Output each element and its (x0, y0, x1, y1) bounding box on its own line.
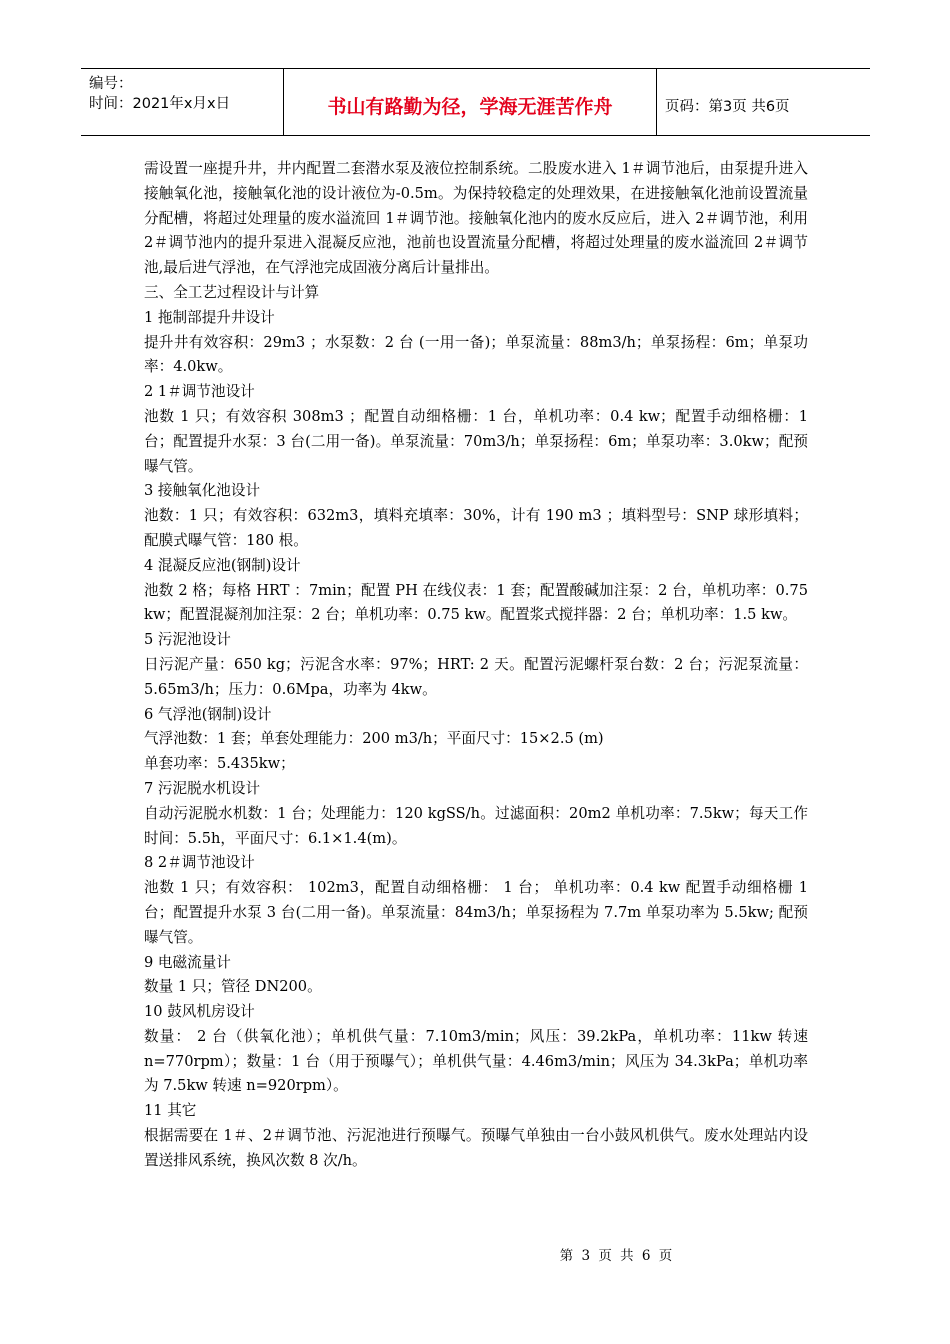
subsection-heading: 5 污泥池设计 (144, 631, 231, 649)
paragraph: 根据需要在 1＃、2＃调节池、污泥池进行预曝气。预曝气单独由一台小鼓风机供气。废水处理站内设置送排风系统，换风次数 8 次/h。 (144, 1127, 808, 1169)
subsection-heading: 1 拖制部提升井设计 (144, 308, 275, 326)
subsection-heading: 2 1＃调节池设计 (144, 383, 255, 401)
document-date: 时间：2021年x月x日 (89, 96, 231, 112)
paragraph: 数量： 2 台（供氧化池）；单机供气量：7.10m3/min；风压：39.2kPa，单机功率：11kw 转速 n=770rpm）；数量：1 台（用于预曝气）；单机供气量：4.46m3/min；风压为 34.3kPa；单机功率为 7.5kw 转速 n=920rpm）。 (144, 1027, 808, 1095)
subsection-heading: 4 混凝反应池(钢制)设计 (144, 556, 301, 574)
subsection-heading: 8 2＃调节池设计 (144, 854, 255, 872)
subsection-heading: 3 接触氧化池设计 (144, 482, 261, 500)
paragraph: 气浮池数：1 套；单套处理能力：200 m3/h；平面尺寸：15×2.5 (m) (144, 730, 604, 748)
paragraph: 数量 1 只；管径 DN200。 (144, 978, 322, 996)
paragraph: 提升井有效容积：29m3 ；水泵数：2 台 (一用一备)；单泵流量：88m3/h；单泵扬程：6m；单泵功率：4.0kw。 (144, 333, 808, 376)
header-meta (81, 69, 283, 135)
paragraph: 池数 1 只；有效容积 308m3 ；配置自动细格栅：1 台，单机功率：0.4 kw；配置手动细格栅：1 台；配置提升水泵：3 台(二用一备)。单泵流量：70m3/h；单泵扬程：6m；单泵功率：3.0kw；配预曝气管。 (144, 407, 808, 475)
subsection-heading: 7 污泥脱水机设计 (144, 779, 261, 797)
footer-page-number: 第 3 页 共 6 页 (559, 1248, 675, 1264)
paragraph: 池数 1 只；有效容积： 102m3，配置自动细格栅： 1 台； 单机功率：0.4 kw 配置手动细格栅 1 台；配置提升水泵 3 台(二用一备)。单泵流量：84m3/h；单泵扬程为 7.7m 单泵功率为 5.5kw; 配预曝气管。 (144, 879, 808, 946)
header-motto: 书山有路勤为径，学海无涯苦作舟 (283, 69, 657, 135)
page-footer (0, 1244, 950, 1264)
document-body (144, 157, 808, 1174)
page-header (81, 68, 870, 136)
subsection-heading: 10 鼓风机房设计 (144, 1003, 255, 1021)
paragraph: 单套功率：5.435kw； (144, 755, 295, 773)
paragraph: 池数 2 格；每格 HRT ：7min；配置 PH 在线仪表：1 套；配置酸碱加注泵：2 台，单机功率：0.75 kw；配置混凝剂加注泵：2 台；单机功率：0.75 kw。配置浆式搅拌器：2 台；单机功率：1.5 kw。 (144, 581, 808, 624)
subsection-heading: 9 电磁流量计 (144, 953, 231, 971)
paragraph: 自动污泥脱水机数：1 台；处理能力：120 kgSS/h。过滤面积：20m2 单机功率：7.5kw；每天工作时间：5.5h，平面尺寸：6.1×1.4(m)。 (144, 804, 808, 847)
document-number-label: 编号： (89, 76, 133, 92)
paragraph: 需设置一座提升井，井内配置二套潜水泵及液位控制系统。二股废水进入 1＃调节池后，由泵提升进入接触氧化池，接触氧化池的设计液位为-0.5m。为保持较稳定的处理效果，在进接触氧化池前设置流量分配槽，将超过处理量的废水溢流回 1＃调节池。接触氧化池内的废水反应后，进入 2＃调节池，利用 2＃调节池内的提升泵进入混凝反应池，池前也设置流量分配槽，将超过处理量的废水溢流回 2＃调节池,最后进气浮池，在气浮池完成固液分离后计量排出。 (144, 160, 808, 277)
paragraph: 池数：1 只；有效容积：632m3，填料充填率：30%，计有 190 m3 ；填料型号：SNP 球形填料；配膜式曝气管：180 根。 (144, 507, 808, 549)
section-heading: 三、全工艺过程设计与计算 (144, 283, 320, 301)
paragraph: 日污泥产量：650 kg；污泥含水率：97%；HRT: 2 天。配置污泥螺杆泵台数：2 台；污泥泵流量：5.65m3/h；压力：0.6Mpa，功率为 4kw。 (144, 655, 808, 698)
subsection-heading: 11 其它 (144, 1102, 197, 1120)
header-page-number: 页码：第3页 共6页 (665, 98, 790, 115)
subsection-heading: 6 气浮池(钢制)设计 (144, 705, 272, 723)
